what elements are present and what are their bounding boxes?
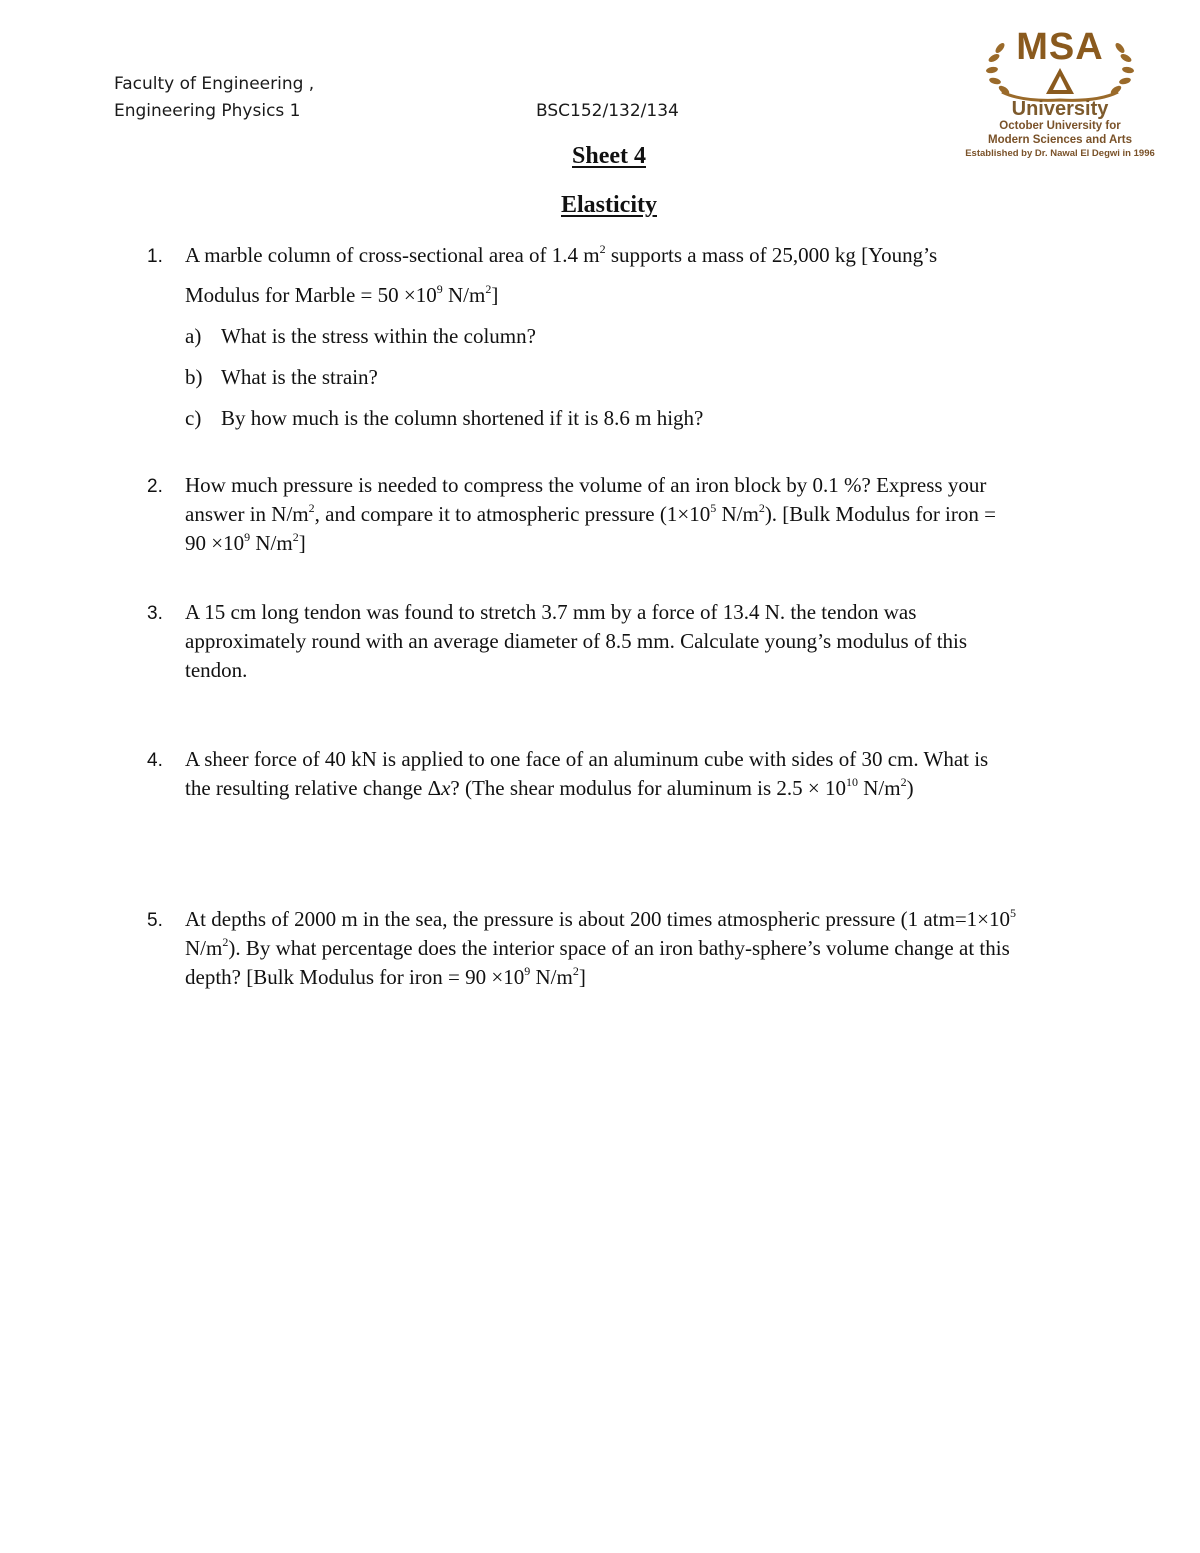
- question-text-line: $N/m^2$). By what percentage does the interior space of an iron bathy-sphere’s volume change at this: [185, 935, 1010, 960]
- question-text-line: At depths of 2000 m in the sea, the pressure is about 200 times atmospheric pressure (1 $atm=1\times 10^5$: [185, 906, 1017, 931]
- logo-tagline-3: Established by Dr. Nawal El Degwi in 1996: [965, 148, 1155, 159]
- subquestion-c: By how much is the column shortened if it is 8.6 m high?: [221, 406, 704, 430]
- question-text-line: Modulus for Marble = $50 \times 10^9$ $N/m^2$]: [185, 282, 499, 307]
- question-number: 3.: [147, 603, 163, 624]
- subquestion-label-c: c): [185, 406, 202, 430]
- question-text-line: A marble column of cross-sectional area of 1.4 $m^2$ supports a mass of 25,000 kg [Young’s: [185, 242, 938, 267]
- question-text-line: A sheer force of 40 kN is applied to one face of an aluminum cube with sides of 30 cm. What is: [185, 747, 989, 771]
- question-text-line: answer in $N/m^2$, and compare it to atmospheric pressure ($1\times 10^5$ $N/m^2$). [Bulk Modulus for iron =: [185, 501, 996, 526]
- subquestion-a: What is the stress within the column?: [221, 324, 536, 348]
- question-number: 4.: [147, 750, 163, 771]
- logo-university-word: University: [1011, 98, 1109, 120]
- question-text-line: tendon.: [185, 658, 248, 682]
- logo-tagline-1: October University for: [999, 120, 1121, 132]
- question-text-line: How much pressure is needed to compress the volume of an iron block by 0.1 %? Express your: [185, 473, 987, 497]
- question-text-line: A 15 cm long tendon was found to stretch 3.7 mm by a force of 13.4 N. the tendon was: [185, 600, 917, 624]
- question-number: 5.: [147, 910, 163, 931]
- sheet-title: Sheet 4: [572, 143, 646, 169]
- subquestion-label-b: b): [185, 365, 203, 389]
- question-number: 2.: [147, 476, 163, 497]
- topic-title: Elasticity: [561, 192, 657, 218]
- logo-tagline-2: Modern Sciences and Arts: [987, 134, 1132, 146]
- subquestion-b: What is the strain?: [221, 365, 378, 389]
- question-number: 1.: [147, 246, 163, 267]
- question-text-line: depth? [Bulk Modulus for iron = $90 \times 10^9$ $N/m^2$]: [185, 964, 586, 989]
- course-name: Engineering Physics 1: [114, 101, 301, 121]
- course-code: BSC152/132/134: [536, 101, 679, 121]
- question-text-line: approximately round with an average diameter of 8.5 mm. Calculate young’s modulus of this: [185, 629, 968, 653]
- logo-acronym: MSA: [1016, 26, 1104, 68]
- subquestion-label-a: a): [185, 324, 202, 348]
- question-text-line: the resulting relative change Δx? (The shear modulus for aluminum is $2.5 \times 10^{10}$ $N/m^2$): [185, 775, 914, 800]
- question-text-line: $90 \times 10^9$ $N/m^2$]: [185, 530, 306, 555]
- faculty-label: Faculty of Engineering ,: [114, 74, 315, 94]
